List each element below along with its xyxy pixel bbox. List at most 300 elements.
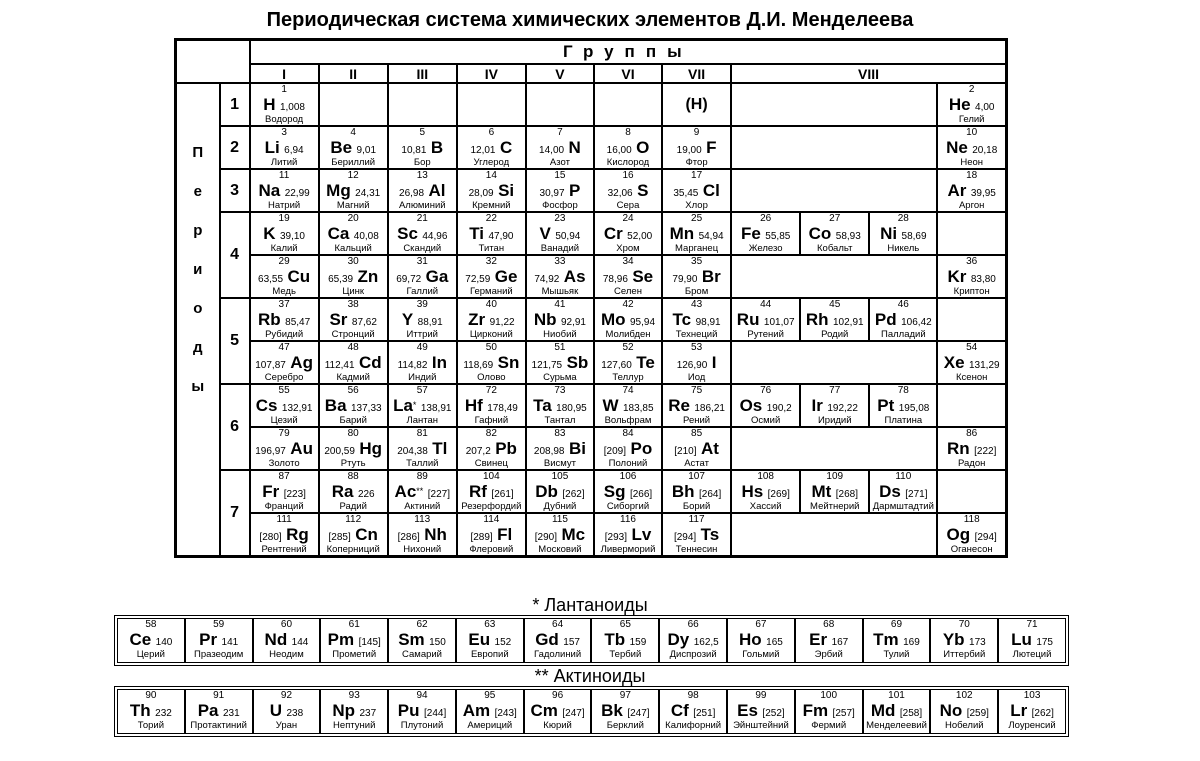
- element-symbol: Cd: [359, 353, 382, 372]
- element-symbol: Er: [809, 630, 828, 649]
- element-name: Кадмий: [336, 372, 370, 383]
- element-name: Флеровий: [469, 544, 514, 555]
- element-name: Московий: [538, 544, 582, 555]
- atomic-mass: [227]: [427, 489, 450, 500]
- element-Ir: [801, 385, 868, 426]
- element-name: Фтор: [685, 157, 708, 168]
- element-name: Торий: [137, 720, 165, 731]
- element-cell: [662, 255, 731, 298]
- atomic-mass: 195,08: [898, 403, 930, 414]
- element-Ta: [527, 385, 593, 426]
- atomic-number: 99: [755, 690, 767, 701]
- atomic-number: 79: [278, 428, 290, 439]
- element-symbol: Hs: [741, 482, 764, 501]
- element-symbol: H: [263, 95, 276, 114]
- element-name: Нихоний: [403, 544, 442, 555]
- element-name: Астат: [684, 458, 709, 469]
- empty-cell: [937, 298, 1006, 341]
- group-header-6: VI: [594, 64, 662, 83]
- atomic-number: 59: [213, 619, 225, 630]
- periods-letter: ы: [191, 378, 205, 395]
- atomic-mass: [222]: [974, 446, 997, 457]
- element-symbol: Ta: [533, 396, 552, 415]
- element-Au: [251, 428, 318, 469]
- element-Nd: [252, 619, 320, 662]
- empty-cell: [526, 83, 594, 126]
- element-symbol: Hg: [359, 439, 383, 458]
- element-symbol: Cm: [530, 701, 558, 720]
- element-name: Кальций: [334, 243, 372, 254]
- element-name: Иридий: [817, 415, 852, 426]
- element-cell: [594, 212, 662, 255]
- element-cell: [937, 126, 1006, 169]
- element-Db: [527, 471, 593, 512]
- atomic-number: 55: [278, 385, 290, 396]
- element-symbol: Db: [535, 482, 558, 501]
- atomic-mass: 226: [357, 489, 375, 500]
- element-name: Теллур: [612, 372, 644, 383]
- element-W: [595, 385, 661, 426]
- atomic-number: 26: [760, 213, 772, 224]
- atomic-number: 33: [554, 256, 566, 267]
- table-row: [176, 83, 1007, 126]
- atomic-number: 95: [484, 690, 496, 701]
- element-Cf: [658, 690, 726, 733]
- element-cell: [457, 341, 526, 384]
- atomic-number: 11: [278, 170, 290, 181]
- element-cell: [388, 513, 457, 557]
- element-Am: [455, 690, 523, 733]
- element-cell: [319, 384, 388, 427]
- atomic-mass: 6,94: [284, 145, 304, 156]
- atomic-number: 106: [619, 471, 637, 482]
- element-symbol: Cn: [355, 525, 378, 544]
- atomic-mass: 19,00: [676, 145, 702, 156]
- element-name: Ртуть: [340, 458, 366, 469]
- element-symbol: Rb: [258, 310, 281, 329]
- atomic-number: 57: [416, 385, 428, 396]
- element-symbol: Ru: [736, 310, 760, 329]
- atomic-mass: 10,81: [401, 145, 427, 156]
- element-cell: [457, 470, 526, 513]
- atomic-mass: 39,95: [970, 188, 996, 199]
- element-name: Рений: [683, 415, 711, 426]
- element-cell: [457, 255, 526, 298]
- atomic-mass: 200,59: [324, 446, 355, 457]
- atomic-number: 91: [213, 690, 225, 701]
- atomic-mass: [247]: [562, 708, 585, 719]
- lanthanides-row: [114, 615, 1069, 666]
- element-cell: [388, 341, 457, 384]
- element-name: Водород: [265, 114, 304, 125]
- atomic-number: 83: [554, 428, 566, 439]
- element-Ne: [938, 127, 1005, 168]
- element-name: Калий: [270, 243, 298, 254]
- element-cell: [526, 341, 594, 384]
- atomic-mass: 30,97: [539, 188, 565, 199]
- element-Er: [794, 619, 862, 662]
- atomic-number: 30: [347, 256, 359, 267]
- atomic-mass: [269]: [767, 489, 790, 500]
- element-name: Дармштадтий: [872, 501, 934, 512]
- empty-cell: [731, 341, 937, 384]
- atomic-number: 65: [619, 619, 631, 630]
- element-name: Нептуний: [333, 720, 376, 731]
- atomic-number: 15: [554, 170, 566, 181]
- atomic-number: 68: [823, 619, 835, 630]
- atomic-mass: 140: [155, 637, 173, 648]
- element-symbol: V: [539, 224, 551, 243]
- element-Ru: [732, 299, 799, 340]
- element-name: Уран: [275, 720, 298, 731]
- atomic-mass: 91,22: [489, 317, 515, 328]
- element-As: [527, 256, 593, 297]
- element-name: Медь: [272, 286, 296, 297]
- atomic-number: 22: [485, 213, 497, 224]
- element-K: [251, 213, 318, 254]
- element-cell: [319, 126, 388, 169]
- element-Cr: [595, 213, 661, 254]
- element-Tb: [590, 619, 658, 662]
- element-name: Стронций: [331, 329, 375, 340]
- element-cell: [250, 513, 319, 557]
- element-symbol: Al: [428, 181, 446, 200]
- element-Eu: [455, 619, 523, 662]
- empty-cell: [319, 83, 388, 126]
- element-cell: [319, 513, 388, 557]
- atomic-mass: 196,97: [255, 446, 286, 457]
- element-Sr: [320, 299, 387, 340]
- element-Bi: [527, 428, 593, 469]
- element-cell: [594, 298, 662, 341]
- periods-letter: д: [193, 339, 203, 356]
- element-Es: [726, 690, 794, 733]
- element-name: Неодим: [269, 649, 304, 660]
- element-symbol: Pd: [874, 310, 897, 329]
- element-H: [251, 84, 318, 125]
- atomic-mass: 50,94: [555, 231, 581, 242]
- group-header-7: VII: [662, 64, 731, 83]
- atomic-number: 107: [688, 471, 705, 482]
- element-symbol: Ba: [324, 396, 347, 415]
- element-cell: [937, 513, 1006, 557]
- periods-letter: П: [192, 144, 204, 161]
- atomic-number: 34: [622, 256, 634, 267]
- atomic-mass: [264]: [699, 489, 722, 500]
- atomic-mass: 231: [222, 708, 240, 719]
- element-symbol: Zn: [357, 267, 379, 286]
- element-symbol: Tc: [672, 310, 692, 329]
- element-symbol: N: [568, 138, 581, 157]
- atomic-number: 61: [348, 619, 360, 630]
- element-name: Радон: [957, 458, 986, 469]
- element-cell: [388, 255, 457, 298]
- element-name: Ксенон: [956, 372, 988, 383]
- groups-title: Группы: [250, 40, 1007, 65]
- element-name: Бор: [413, 157, 431, 168]
- element-symbol: Bk: [601, 701, 623, 720]
- element-name: Мышьяк: [541, 286, 579, 297]
- element-Pm: [319, 619, 387, 662]
- element-name: Аргон: [958, 200, 985, 211]
- element-symbol: No: [939, 701, 963, 720]
- element-cell: [869, 384, 937, 427]
- element-symbol: Cs: [255, 396, 278, 415]
- atomic-number: 66: [687, 619, 699, 630]
- element-cell: [526, 427, 594, 470]
- atomic-mass: 192,22: [827, 403, 858, 414]
- atomic-number: 58: [145, 619, 157, 630]
- element-Cl: [663, 170, 730, 211]
- atomic-number: 80: [347, 428, 359, 439]
- element-cell: [594, 427, 662, 470]
- element-name: Титан: [478, 243, 505, 254]
- empty-cell: [731, 126, 937, 169]
- element-name: Эрбий: [814, 649, 843, 660]
- element-Be: [320, 127, 387, 168]
- atomic-number: 67: [755, 619, 767, 630]
- element-symbol: Fl: [497, 525, 513, 544]
- element-symbol: Xe: [943, 353, 965, 372]
- element-Rn: [938, 428, 1005, 469]
- element-Np: [319, 690, 387, 733]
- atomic-mass: 173: [969, 637, 986, 648]
- actinides-label: ** Актиноиды: [534, 666, 646, 686]
- element-B: [389, 127, 456, 168]
- element-symbol: Fr: [262, 482, 280, 501]
- element-Ds: [870, 471, 936, 512]
- atomic-number: 17: [691, 170, 703, 181]
- atomic-mass: 55,85: [765, 231, 791, 242]
- element-symbol: Mn: [669, 224, 695, 243]
- element-name: Сурьма: [543, 372, 577, 383]
- element-cell: [526, 212, 594, 255]
- element-symbol: Ti: [469, 224, 485, 243]
- element-Zn: [320, 256, 387, 297]
- element-name: Менделеевий: [866, 720, 927, 731]
- element-symbol: Gd: [535, 630, 559, 649]
- element-name: Ниобий: [543, 329, 577, 340]
- element-Zr: [458, 299, 525, 340]
- atomic-number: 85: [691, 428, 703, 439]
- element-cell: [869, 470, 937, 513]
- element-symbol: Rg: [286, 525, 309, 544]
- element-Ba: [320, 385, 387, 426]
- element-name: Натрий: [268, 200, 301, 211]
- element-Al: [389, 170, 456, 211]
- element-Cu: [251, 256, 318, 297]
- series-mark: **: [416, 486, 424, 496]
- atomic-number: 116: [620, 514, 636, 525]
- element-Sc: [389, 213, 456, 254]
- atomic-number: 24: [622, 213, 634, 224]
- element-Tm: [862, 619, 930, 662]
- element-name: Полоний: [608, 458, 648, 469]
- atomic-mass: 165: [766, 637, 783, 648]
- element-name: Иттербий: [943, 649, 986, 660]
- element-cell: [457, 212, 526, 255]
- element-Pr: [184, 619, 252, 662]
- element-symbol: As: [563, 267, 586, 286]
- atomic-mass: 92,91: [560, 317, 586, 328]
- atomic-mass: 150: [429, 637, 446, 648]
- element-symbol: Pm: [327, 630, 355, 649]
- element-name: Олово: [477, 372, 506, 383]
- element-name: Теннесин: [675, 544, 718, 555]
- element-name: Азот: [549, 157, 570, 168]
- element-P: [527, 170, 593, 211]
- element-name: Неон: [960, 157, 984, 168]
- element-cell: [594, 341, 662, 384]
- atomic-number: 27: [829, 213, 841, 224]
- element-name: Хассий: [749, 501, 782, 512]
- element-Na: [251, 170, 318, 211]
- element-symbol: W: [602, 396, 619, 415]
- atomic-number: 82: [485, 428, 497, 439]
- element-Hs: [732, 471, 799, 512]
- atomic-mass: 138,91: [420, 403, 452, 414]
- atomic-mass: [258]: [899, 708, 923, 719]
- element-cell: [250, 126, 319, 169]
- atomic-number: 118: [963, 514, 980, 525]
- atomic-mass: [209]: [603, 446, 627, 457]
- element-Br: [663, 256, 730, 297]
- atomic-mass: [268]: [835, 489, 858, 500]
- element-cell: [869, 298, 937, 341]
- element-symbol: Bh: [671, 482, 695, 501]
- table-row: [176, 384, 1007, 427]
- atomic-number: 13: [416, 170, 428, 181]
- element-cell: [457, 384, 526, 427]
- element-Co: [801, 213, 868, 254]
- atomic-mass: 79,90: [672, 274, 698, 285]
- element-cell: [526, 126, 594, 169]
- atomic-number: 31: [416, 256, 428, 267]
- atomic-mass: 159: [629, 637, 647, 648]
- element-Nb: [527, 299, 593, 340]
- element-symbol: Os: [739, 396, 763, 415]
- element-cell: [457, 513, 526, 557]
- atomic-mass: 54,94: [698, 231, 724, 242]
- atomic-number: 84: [622, 428, 634, 439]
- element-name: Плутоний: [400, 720, 444, 731]
- atomic-mass: [262]: [562, 489, 585, 500]
- hydrogen-placeholder: (H): [685, 96, 708, 113]
- atomic-number: 74: [622, 385, 634, 396]
- atomic-number: 108: [757, 471, 774, 482]
- atomic-number: 115: [551, 514, 568, 525]
- element-Ce: [118, 619, 184, 662]
- element-cell: [662, 384, 731, 427]
- element-symbol: Bi: [568, 439, 586, 458]
- element-Fm: [794, 690, 862, 733]
- atomic-number: 113: [414, 514, 431, 525]
- atomic-mass: 162,5: [693, 637, 719, 648]
- atomic-mass: [247]: [627, 708, 650, 719]
- element-cell: [526, 470, 594, 513]
- empty-cell: [731, 169, 937, 212]
- element-Tc: [663, 299, 730, 340]
- element-name: Тантал: [544, 415, 576, 426]
- atomic-number: 28: [897, 213, 909, 224]
- element-symbol: Na: [258, 181, 281, 200]
- atomic-mass: [262]: [1031, 708, 1054, 719]
- atomic-mass: 88,91: [417, 317, 443, 328]
- element-cell: [662, 212, 731, 255]
- element-symbol: Mg: [326, 181, 351, 200]
- element-Ar: [938, 170, 1005, 211]
- element-symbol: At: [700, 439, 719, 458]
- atomic-number: 110: [895, 471, 912, 482]
- empty-cell: [937, 470, 1006, 513]
- element-symbol: Md: [870, 701, 896, 720]
- atomic-number: 60: [280, 619, 293, 630]
- element-name: Прометий: [332, 649, 377, 660]
- element-In: [389, 342, 456, 383]
- table-row: [176, 298, 1007, 341]
- element-cell: [457, 169, 526, 212]
- element-cell: [937, 169, 1006, 212]
- atomic-number: 69: [890, 619, 903, 630]
- element-name: Кюрий: [543, 720, 572, 731]
- atomic-number: 20: [347, 213, 359, 224]
- atomic-number: 1: [281, 84, 287, 95]
- element-Nh: [389, 514, 456, 555]
- atomic-number: 117: [688, 514, 705, 525]
- atomic-mass: 9,01: [356, 145, 377, 156]
- element-name: Вольфрам: [604, 415, 652, 426]
- atomic-mass: 126,90: [676, 360, 708, 371]
- element-symbol: Te: [636, 353, 655, 372]
- element-name: Кислород: [606, 157, 650, 168]
- element-name: Барий: [339, 415, 367, 426]
- element-cell: [250, 212, 319, 255]
- element-cell: [388, 470, 457, 513]
- atomic-number: 48: [347, 342, 359, 353]
- element-name: Дубний: [543, 501, 577, 512]
- atomic-mass: [293]: [604, 532, 627, 543]
- element-cell: [319, 212, 388, 255]
- element-symbol: Am: [462, 701, 491, 720]
- element-name: Углерод: [473, 157, 510, 168]
- table-row: [176, 212, 1007, 255]
- atomic-mass: [223]: [283, 489, 306, 500]
- element-cell: [250, 298, 319, 341]
- element-name: Оганесон: [950, 544, 993, 555]
- periods-title: [176, 83, 220, 557]
- element-symbol: Po: [630, 439, 653, 458]
- element-cell: [731, 470, 800, 513]
- element-N: [527, 127, 593, 168]
- element-Ac: [389, 471, 456, 512]
- atomic-mass: 20,18: [972, 145, 998, 156]
- atomic-number: 92: [280, 690, 293, 701]
- element-Cs: [251, 385, 318, 426]
- element-cell: [319, 341, 388, 384]
- element-symbol: Mc: [561, 525, 586, 544]
- element-name: Цинк: [342, 286, 365, 297]
- element-name: Марганец: [675, 243, 719, 254]
- atomic-mass: 190,2: [766, 403, 792, 414]
- empty-cell: [388, 83, 457, 126]
- element-Fl: [458, 514, 525, 555]
- element-symbol: Cr: [603, 224, 623, 243]
- atomic-number: 46: [897, 299, 909, 310]
- element-name: Бром: [684, 286, 709, 297]
- atomic-mass: [243]: [494, 708, 517, 719]
- element-Se: [595, 256, 661, 297]
- atomic-number: 102: [955, 690, 973, 701]
